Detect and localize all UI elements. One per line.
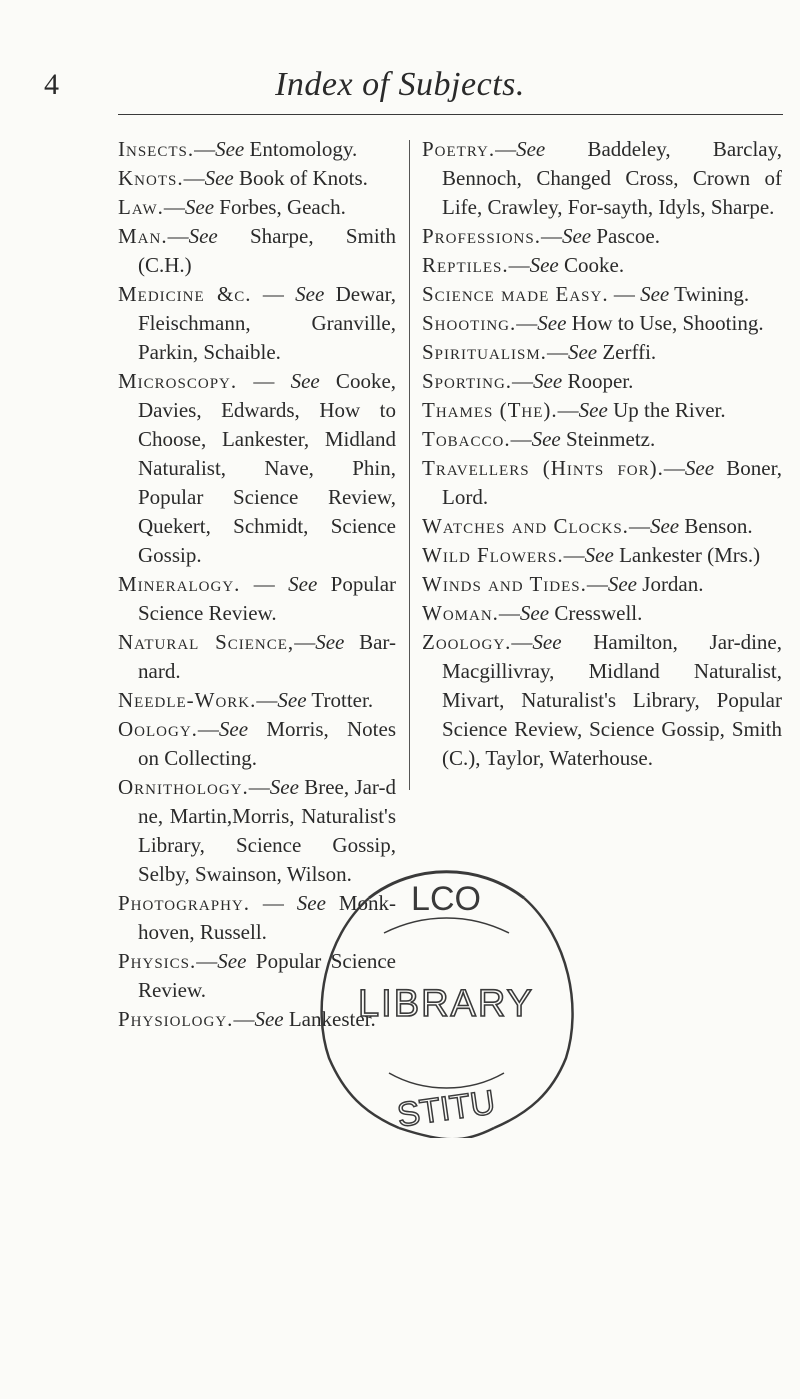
see-label: See <box>533 369 563 393</box>
index-term: Winds and Tides. <box>422 572 587 596</box>
index-references: Forbes, Geach. <box>214 195 346 219</box>
index-entry <box>118 193 396 222</box>
index-references: Pascoe. <box>591 224 660 248</box>
index-entry <box>118 135 396 164</box>
index-references: Popular Science Review. <box>138 572 397 625</box>
index-references: Twining. <box>669 282 750 306</box>
index-references: Jordan. <box>637 572 704 596</box>
index-entry <box>118 570 396 628</box>
library-stamp <box>304 858 589 1138</box>
see-label: See <box>254 1007 284 1031</box>
em-dash: — <box>495 137 517 161</box>
index-entry <box>422 222 782 251</box>
em-dash: — <box>540 224 562 248</box>
em-dash: — <box>498 601 520 625</box>
index-references: Benson. <box>679 514 753 538</box>
see-label: See <box>269 775 299 799</box>
em-dash: — <box>167 224 189 248</box>
em-dash: — <box>663 456 685 480</box>
em-dash: — <box>250 891 297 915</box>
index-references: How to Use, Shooting. <box>566 311 764 335</box>
see-label: See <box>290 369 320 393</box>
index-references: Entomology. <box>244 137 358 161</box>
index-term: Oology. <box>118 717 198 741</box>
index-term: Professions. <box>422 224 541 248</box>
index-term: Watches and Clocks. <box>422 514 629 538</box>
index-references: Bree, Jar-d ne, Martin,Morris, Naturalist's Library, Science Gossip, Selby, Swainson, Wilson. <box>138 775 396 886</box>
see-label: See <box>640 282 670 306</box>
see-label: See <box>215 137 245 161</box>
index-entry <box>422 425 782 454</box>
stamp-inner-top-arc <box>384 918 509 933</box>
see-label: See <box>584 543 614 567</box>
see-label: See <box>315 630 345 654</box>
page-title: Index of Subjects. <box>275 66 525 103</box>
see-label: See <box>529 253 559 277</box>
em-dash: — <box>512 369 534 393</box>
index-term: Travellers (Hints for). <box>422 456 664 480</box>
index-term: Poetry. <box>422 137 496 161</box>
em-dash: — <box>240 572 289 596</box>
index-term: Physics. <box>118 949 197 973</box>
index-entry <box>118 686 396 715</box>
index-term: Insects. <box>118 137 195 161</box>
em-dash: — <box>237 369 291 393</box>
index-term: Photography. <box>118 891 250 915</box>
index-entry <box>422 541 782 570</box>
index-term: Needle-Work. <box>118 688 257 712</box>
index-entry <box>422 599 782 628</box>
index-term: Reptiles. <box>422 253 509 277</box>
see-label: See <box>649 514 680 538</box>
index-term: Medicine &c. <box>118 282 252 306</box>
index-references: Steinmetz. <box>560 427 656 451</box>
em-dash: — <box>546 340 568 364</box>
see-label: See <box>516 137 546 161</box>
index-references: Monk-hoven, Russell. <box>138 891 396 944</box>
index-term: Microscopy. <box>118 369 238 393</box>
em-dash: — <box>586 572 608 596</box>
see-label: See <box>607 572 638 596</box>
index-references: Cooke, Davies, Edwards, How to Choose, Lankester, Midland Naturalist, Nave, Phin, Popular Science Review, Quekert, Schmidt, Science Gossip. <box>138 369 397 567</box>
em-dash: — <box>197 717 219 741</box>
em-dash: — <box>248 775 270 799</box>
see-label: See <box>184 195 215 219</box>
index-references: Book of Knots. <box>233 166 368 190</box>
index-references: Zerffi. <box>597 340 657 364</box>
index-entry <box>422 135 782 222</box>
index-references: Lankester (Mrs.) <box>613 543 761 567</box>
index-entry <box>422 338 782 367</box>
see-label: See <box>188 224 218 248</box>
index-references: Cresswell. <box>549 601 643 625</box>
see-label: See <box>519 601 550 625</box>
index-term: Woman. <box>422 601 499 625</box>
see-label: See <box>204 166 234 190</box>
index-references: Baddeley, Barclay, Bennoch, Changed Cross, Crown of Life, Crawley, For-sayth, Idyls, Sharpe. <box>442 137 782 219</box>
see-label: See <box>217 949 247 973</box>
see-label: See <box>277 688 307 712</box>
em-dash: — <box>628 514 650 538</box>
index-references: Hamilton, Jar-dine, Macgillivray, Midland Naturalist, Mivart, Naturalist's Library, Popular Science Review, Science Gossip, Smith (C.), Taylor, Waterhouse. <box>442 630 782 770</box>
see-label: See <box>295 282 325 306</box>
index-term: Knots. <box>118 166 184 190</box>
index-term: Shooting. <box>422 311 517 335</box>
index-entry <box>118 222 396 280</box>
index-references: Trotter. <box>306 688 374 712</box>
em-dash: — <box>511 630 533 654</box>
em-dash: — <box>563 543 585 567</box>
index-entry <box>118 164 396 193</box>
index-references: Lankester. <box>283 1007 376 1031</box>
index-entry <box>422 251 782 280</box>
em-dash: — <box>251 282 296 306</box>
index-references: Sharpe, Smith (C.H.) <box>138 224 396 277</box>
index-references: Rooper. <box>562 369 634 393</box>
index-entry <box>422 512 782 541</box>
header-rule <box>118 114 783 115</box>
index-references: Up the River. <box>607 398 726 422</box>
index-references: Popular Science Review. <box>138 949 396 1002</box>
em-dash: — <box>183 166 205 190</box>
index-term: Science made Easy. <box>422 282 609 306</box>
index-term: Sporting. <box>422 369 513 393</box>
see-label: See <box>578 398 608 422</box>
see-label: See <box>684 456 715 480</box>
em-dash: — <box>510 427 532 451</box>
index-term: Spiritualism. <box>422 340 547 364</box>
index-entry <box>118 715 396 773</box>
index-references: Cooke. <box>558 253 625 277</box>
see-label: See <box>537 311 567 335</box>
page-number: 4 <box>44 68 59 101</box>
index-term: Zoology. <box>422 630 512 654</box>
index-column-right <box>422 135 782 773</box>
stamp-top-text: LCO <box>411 880 481 918</box>
column-divider <box>409 140 410 790</box>
see-label: See <box>561 224 592 248</box>
see-label: See <box>288 572 318 596</box>
index-term: Ornithology. <box>118 775 249 799</box>
index-entry <box>422 396 782 425</box>
index-entry <box>422 628 782 773</box>
index-term: Thames (The). <box>422 398 558 422</box>
stamp-bottom-text: STITU <box>394 1083 498 1135</box>
em-dash: — <box>233 1007 255 1031</box>
index-entry <box>422 454 782 512</box>
index-entry <box>422 280 782 309</box>
em-dash: — <box>256 688 278 712</box>
see-label: See <box>218 717 249 741</box>
em-dash: — <box>557 398 579 422</box>
index-term: Physiology. <box>118 1007 234 1031</box>
see-label: See <box>532 630 562 654</box>
em-dash: — <box>194 137 216 161</box>
see-label: See <box>531 427 561 451</box>
index-term: Man. <box>118 224 168 248</box>
index-references: Morris, Notes on Collecting. <box>138 717 396 770</box>
index-term: Tobacco. <box>422 427 511 451</box>
index-term: Wild Flowers. <box>422 543 564 567</box>
index-references: Dewar, Fleischmann, Granville, Parkin, Schaible. <box>138 282 397 364</box>
index-entry <box>118 280 396 367</box>
index-term: Natural Science, <box>118 630 295 654</box>
index-entry <box>118 367 396 570</box>
index-term: Law. <box>118 195 164 219</box>
index-references: Boner, Lord. <box>442 456 783 509</box>
index-entry <box>422 367 782 396</box>
em-dash: — <box>508 253 530 277</box>
index-entry <box>422 309 782 338</box>
index-term: Mineralogy. <box>118 572 241 596</box>
em-dash: — <box>196 949 218 973</box>
em-dash: — <box>516 311 538 335</box>
em-dash: — <box>294 630 316 654</box>
index-entry <box>422 570 782 599</box>
em-dash: — <box>163 195 185 219</box>
index-references: Bar-nard. <box>138 630 396 683</box>
stamp-center-text: LIBRARY <box>358 983 534 1025</box>
index-entry <box>118 628 396 686</box>
see-label: See <box>296 891 326 915</box>
em-dash: — <box>608 282 641 306</box>
see-label: See <box>567 340 598 364</box>
